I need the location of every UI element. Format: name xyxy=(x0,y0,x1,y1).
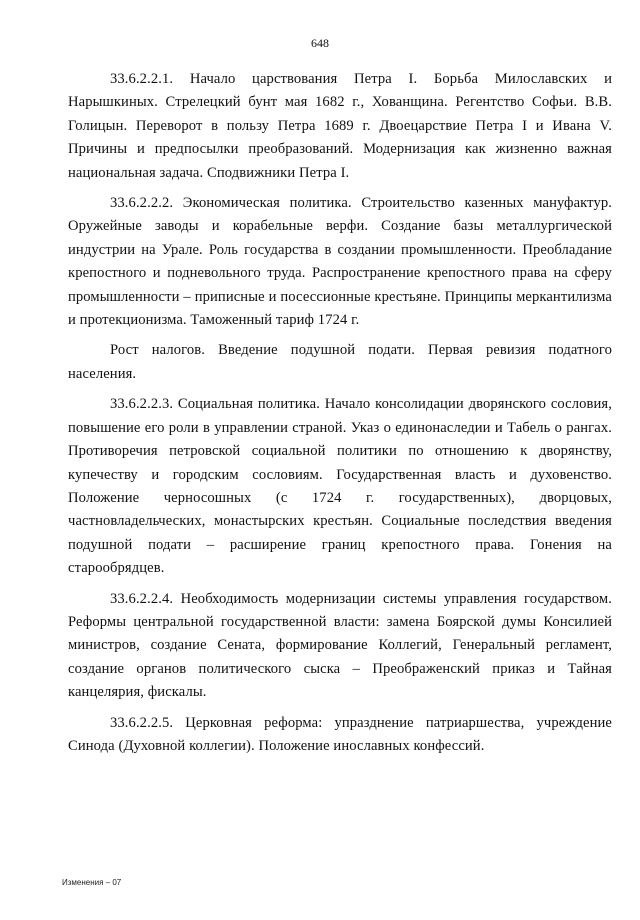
paragraph-taxes: Рост налогов. Введение подушной подати. Первая ревизия податного населения. xyxy=(68,342,612,382)
paragraph-33-6-2-2-4: 33.6.2.2.4. Необходимость модернизации системы управления государством. Реформы центральной государственной власти: замена Боярской думы Консилией министров, создание Сената, формирование Коллегий, Генеральный регламент, создание органов политического сыска – Преображенский приказ и Тайная канцелярия, фискалы. xyxy=(68,590,612,701)
document-body xyxy=(68,68,612,765)
page-number: 648 xyxy=(311,36,329,50)
page-footer: Изменения – 07 xyxy=(62,878,122,887)
paragraph-33-6-2-2-2: 33.6.2.2.2. Экономическая политика. Строительство казенных мануфактур. Оружейные заводы и корабельные верфи. Создание базы металлургической индустрии на Урале. Роль государства в создании промышленности. Преобладание крепостного и подневольного труда. Распространение крепостного права на сферу промышленности – приписные и посессионные крестьяне. Принципы меркантилизма и протекционизма. Таможенный тариф 1724 г. xyxy=(68,195,612,329)
paragraph-33-6-2-2-1: 33.6.2.2.1. Начало царствования Петра I. Борьба Милославских и Нарышкиных. Стрелецкий бунт мая 1682 г., Хованщина. Регентство Софьи. В.В. Голицын. Переворот в пользу Петра 1689 г. Двоецарствие Петра I и Ивана V. Причины и предпосылки преобразований. Модернизация как жизненно важная национальная задача. Сподвижники Петра I. xyxy=(68,71,612,181)
paragraph-33-6-2-2-3: 33.6.2.2.3. Социальная политика. Начало консолидации дворянского сословия, повышение его роли в управлении страной. Указ о единонаследии и Табель о рангах. Противоречия петровской социальной политики по отношению к дворянству, купечеству и городским сословиям. Государственная власть и духовенство. Положение черносошных (с 1724 г. государственных), дворцовых, частновладельческих, монастырских крестьян. Социальные последствия введения подушной подати – расширение границ крепостного права. Гонения на старообрядцев. xyxy=(68,396,612,577)
paragraph-33-6-2-2-5: 33.6.2.2.5. Церковная реформа: упразднение патриаршества, учреждение Синода (Духовной коллегии). Положение инославных конфессий. xyxy=(68,714,612,754)
